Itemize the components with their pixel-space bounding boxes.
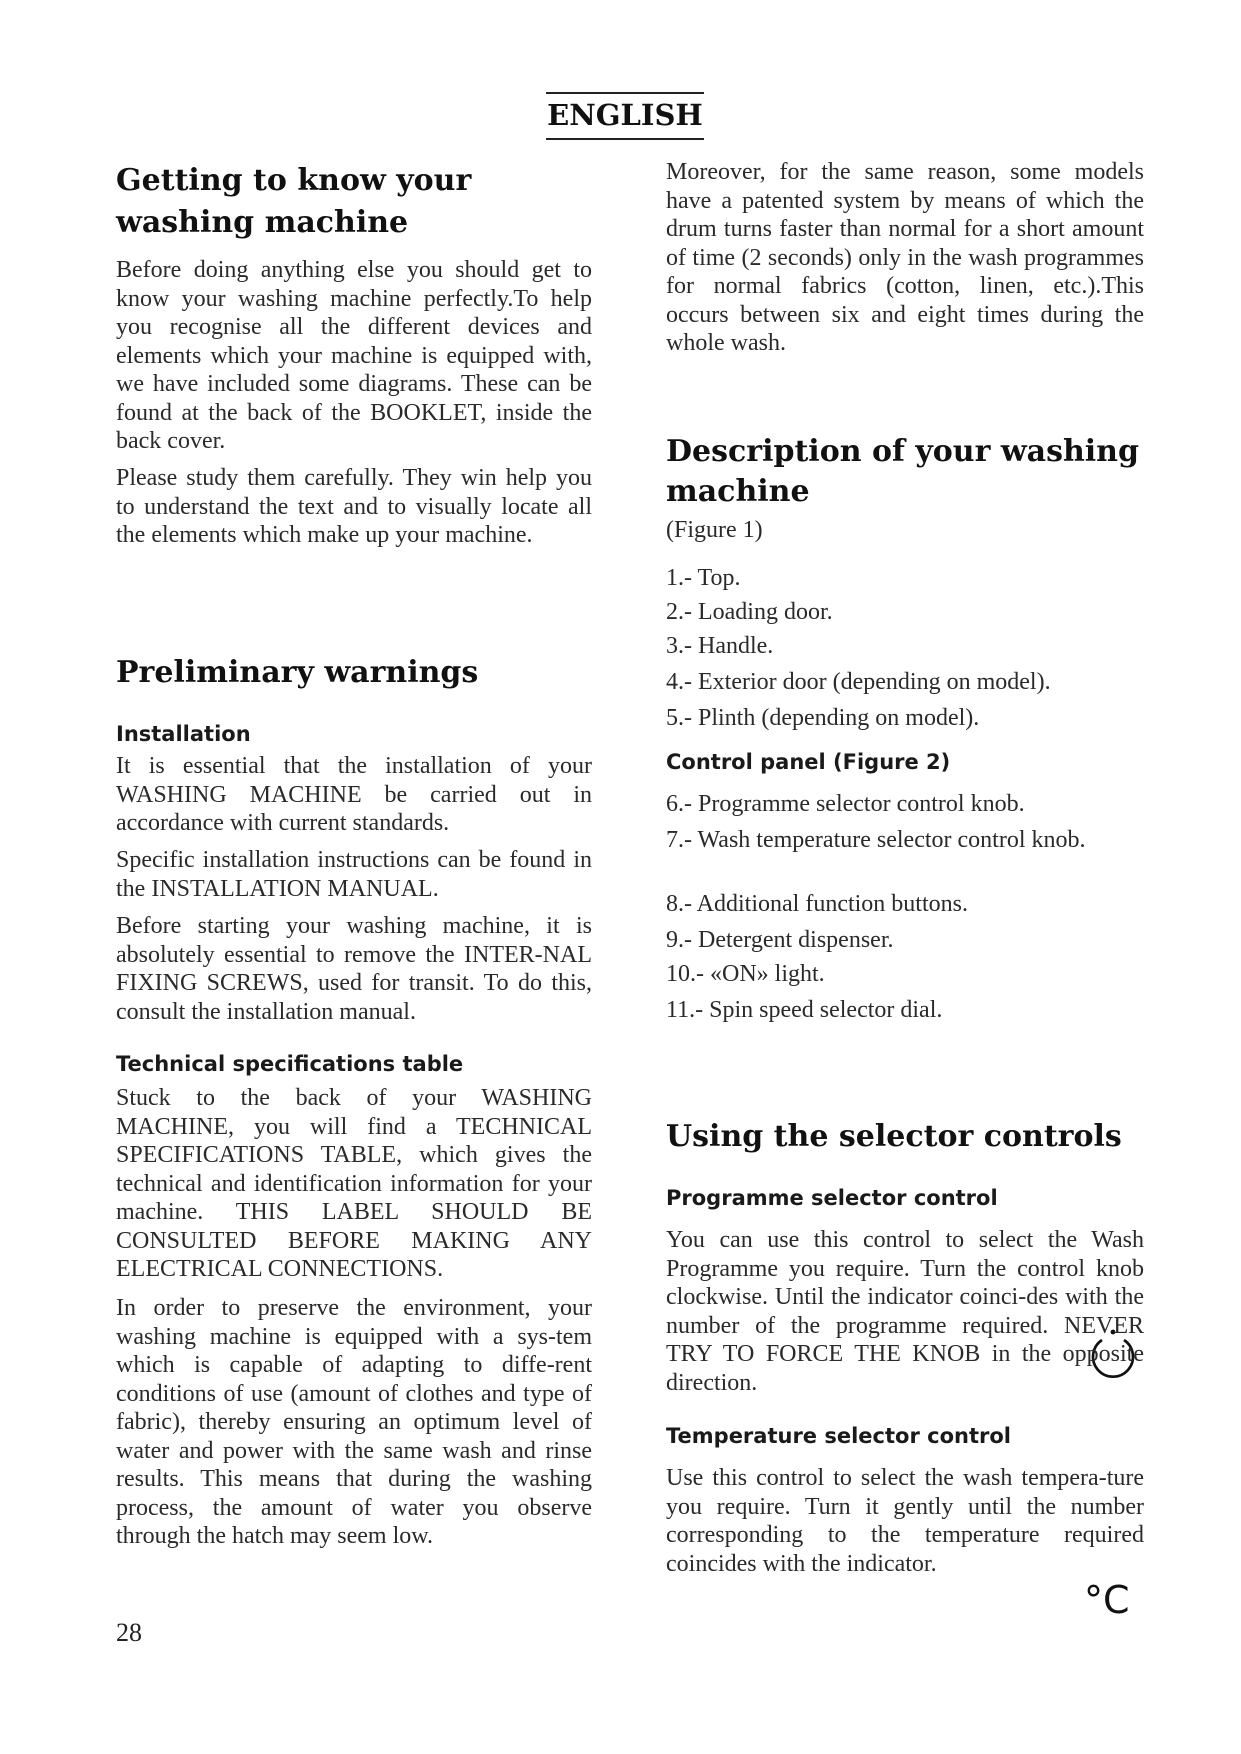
preliminary-warnings-title: Preliminary warnings (116, 655, 479, 690)
getting-to-know-section (116, 160, 592, 244)
moreover-paragraph: Moreover, for the same reason, some models have a patented system by means of which the drum turns faster than normal for a short amount of time (2 seconds) only in the wash programmes for normal fabrics (cotton, linen, etc.).This occurs between six and eight times during the whole wash. (666, 159, 1144, 356)
list-item: 4.- Exterior door (depending on model). (666, 669, 1051, 695)
section-title-line2: washing machine (116, 205, 409, 240)
intro-paragraph: Before doing anything else you should get to know your washing machine perfectly.To help you recognise all the different devices and elements which your machine is equipped with, we have included some diagrams. These can be found at the back of the BOOKLET, inside the back cover. (116, 257, 592, 454)
list-item: 5.- Plinth (depending on model). (666, 705, 980, 731)
temperature-selector-heading: Temperature selector control (666, 1424, 1011, 1448)
list-item: 6.- Programme selector control knob. (666, 791, 1025, 817)
tech-specs-paragraph-1: Stuck to the back of your WASHING MACHINE, you will find a TECHNICAL SPECIFICATIONS TABLE, which gives the technical and identification information for your machine. THIS LABEL SHOULD BE CONSULTED BEFORE MAKING ANY ELECTRICAL CONNECTIONS. (116, 1085, 592, 1282)
study-paragraph: Please study them carefully. They win help you to understand the text and to visually locate all the elements which make up your machine. (116, 465, 592, 548)
figure-reference: (Figure 1) (666, 517, 763, 543)
list-item: 2.- Loading door. (666, 599, 833, 625)
programme-selector-heading: Programme selector control (666, 1186, 998, 1210)
description-title-line1: Description of your washing (666, 434, 1139, 469)
installation-paragraph-3: Before starting your washing machine, it is absolutely essential to remove the INTER-NAL FIXING SCREWS, used for transit. To do this, consult the installation manual. (116, 913, 592, 1025)
description-title-line2: machine (666, 474, 810, 509)
list-item: 11.- Spin speed selector dial. (666, 997, 943, 1023)
installation-heading: Installation (116, 722, 251, 746)
list-item: 7.- Wash temperature selector control knob. (666, 827, 1086, 853)
list-item: 8.- Additional function buttons. (666, 891, 968, 917)
section-title-line1: Getting to know your (116, 163, 472, 198)
list-item: 3.- Handle. (666, 633, 774, 659)
programme-selector-text: You can use this control to select the Wash Programme you require. Turn the control knob clockwise. Until the indicator coinci-des with the number of the programme required. NEVER TRY TO FORCE THE KNOB in the opposite direction. (666, 1227, 1144, 1396)
control-panel-heading: Control panel (Figure 2) (666, 750, 951, 774)
installation-paragraph-2: Specific installation instructions can be found in the INSTALLATION MANUAL. (116, 847, 592, 902)
temperature-selector-text: Use this control to select the wash tempera-ture you require. Turn it gently until the number corresponding to the temperature required coincides with the indicator. (666, 1465, 1144, 1577)
tech-specs-heading: Technical specifications table (116, 1052, 464, 1076)
selector-controls-title: Using the selector controls (666, 1119, 1122, 1154)
description-section-title (666, 432, 1144, 512)
list-item: 10.- «ON» light. (666, 961, 825, 987)
tech-specs-paragraph-2: In order to preserve the environment, your washing machine is equipped with a sys-tem which is capable of adapting to diffe-rent conditions of use (amount of clothes and type of fabric), thereby ensuring an optimum level of water and power with the same wash and rinse results. This means that during the washing process, the amount of water you observe through the hatch may seem low. (116, 1295, 592, 1549)
list-item: 1.- Top. (666, 565, 741, 591)
page-number: 28 (116, 1618, 142, 1647)
installation-paragraph-1: It is essential that the installation of your WASHING MACHINE be carried out in accordance with current standards. (116, 753, 592, 836)
language-header: ENGLISH (546, 92, 704, 140)
celsius-icon: °C (1084, 1578, 1130, 1622)
list-item: 9.- Detergent dispenser. (666, 927, 894, 953)
